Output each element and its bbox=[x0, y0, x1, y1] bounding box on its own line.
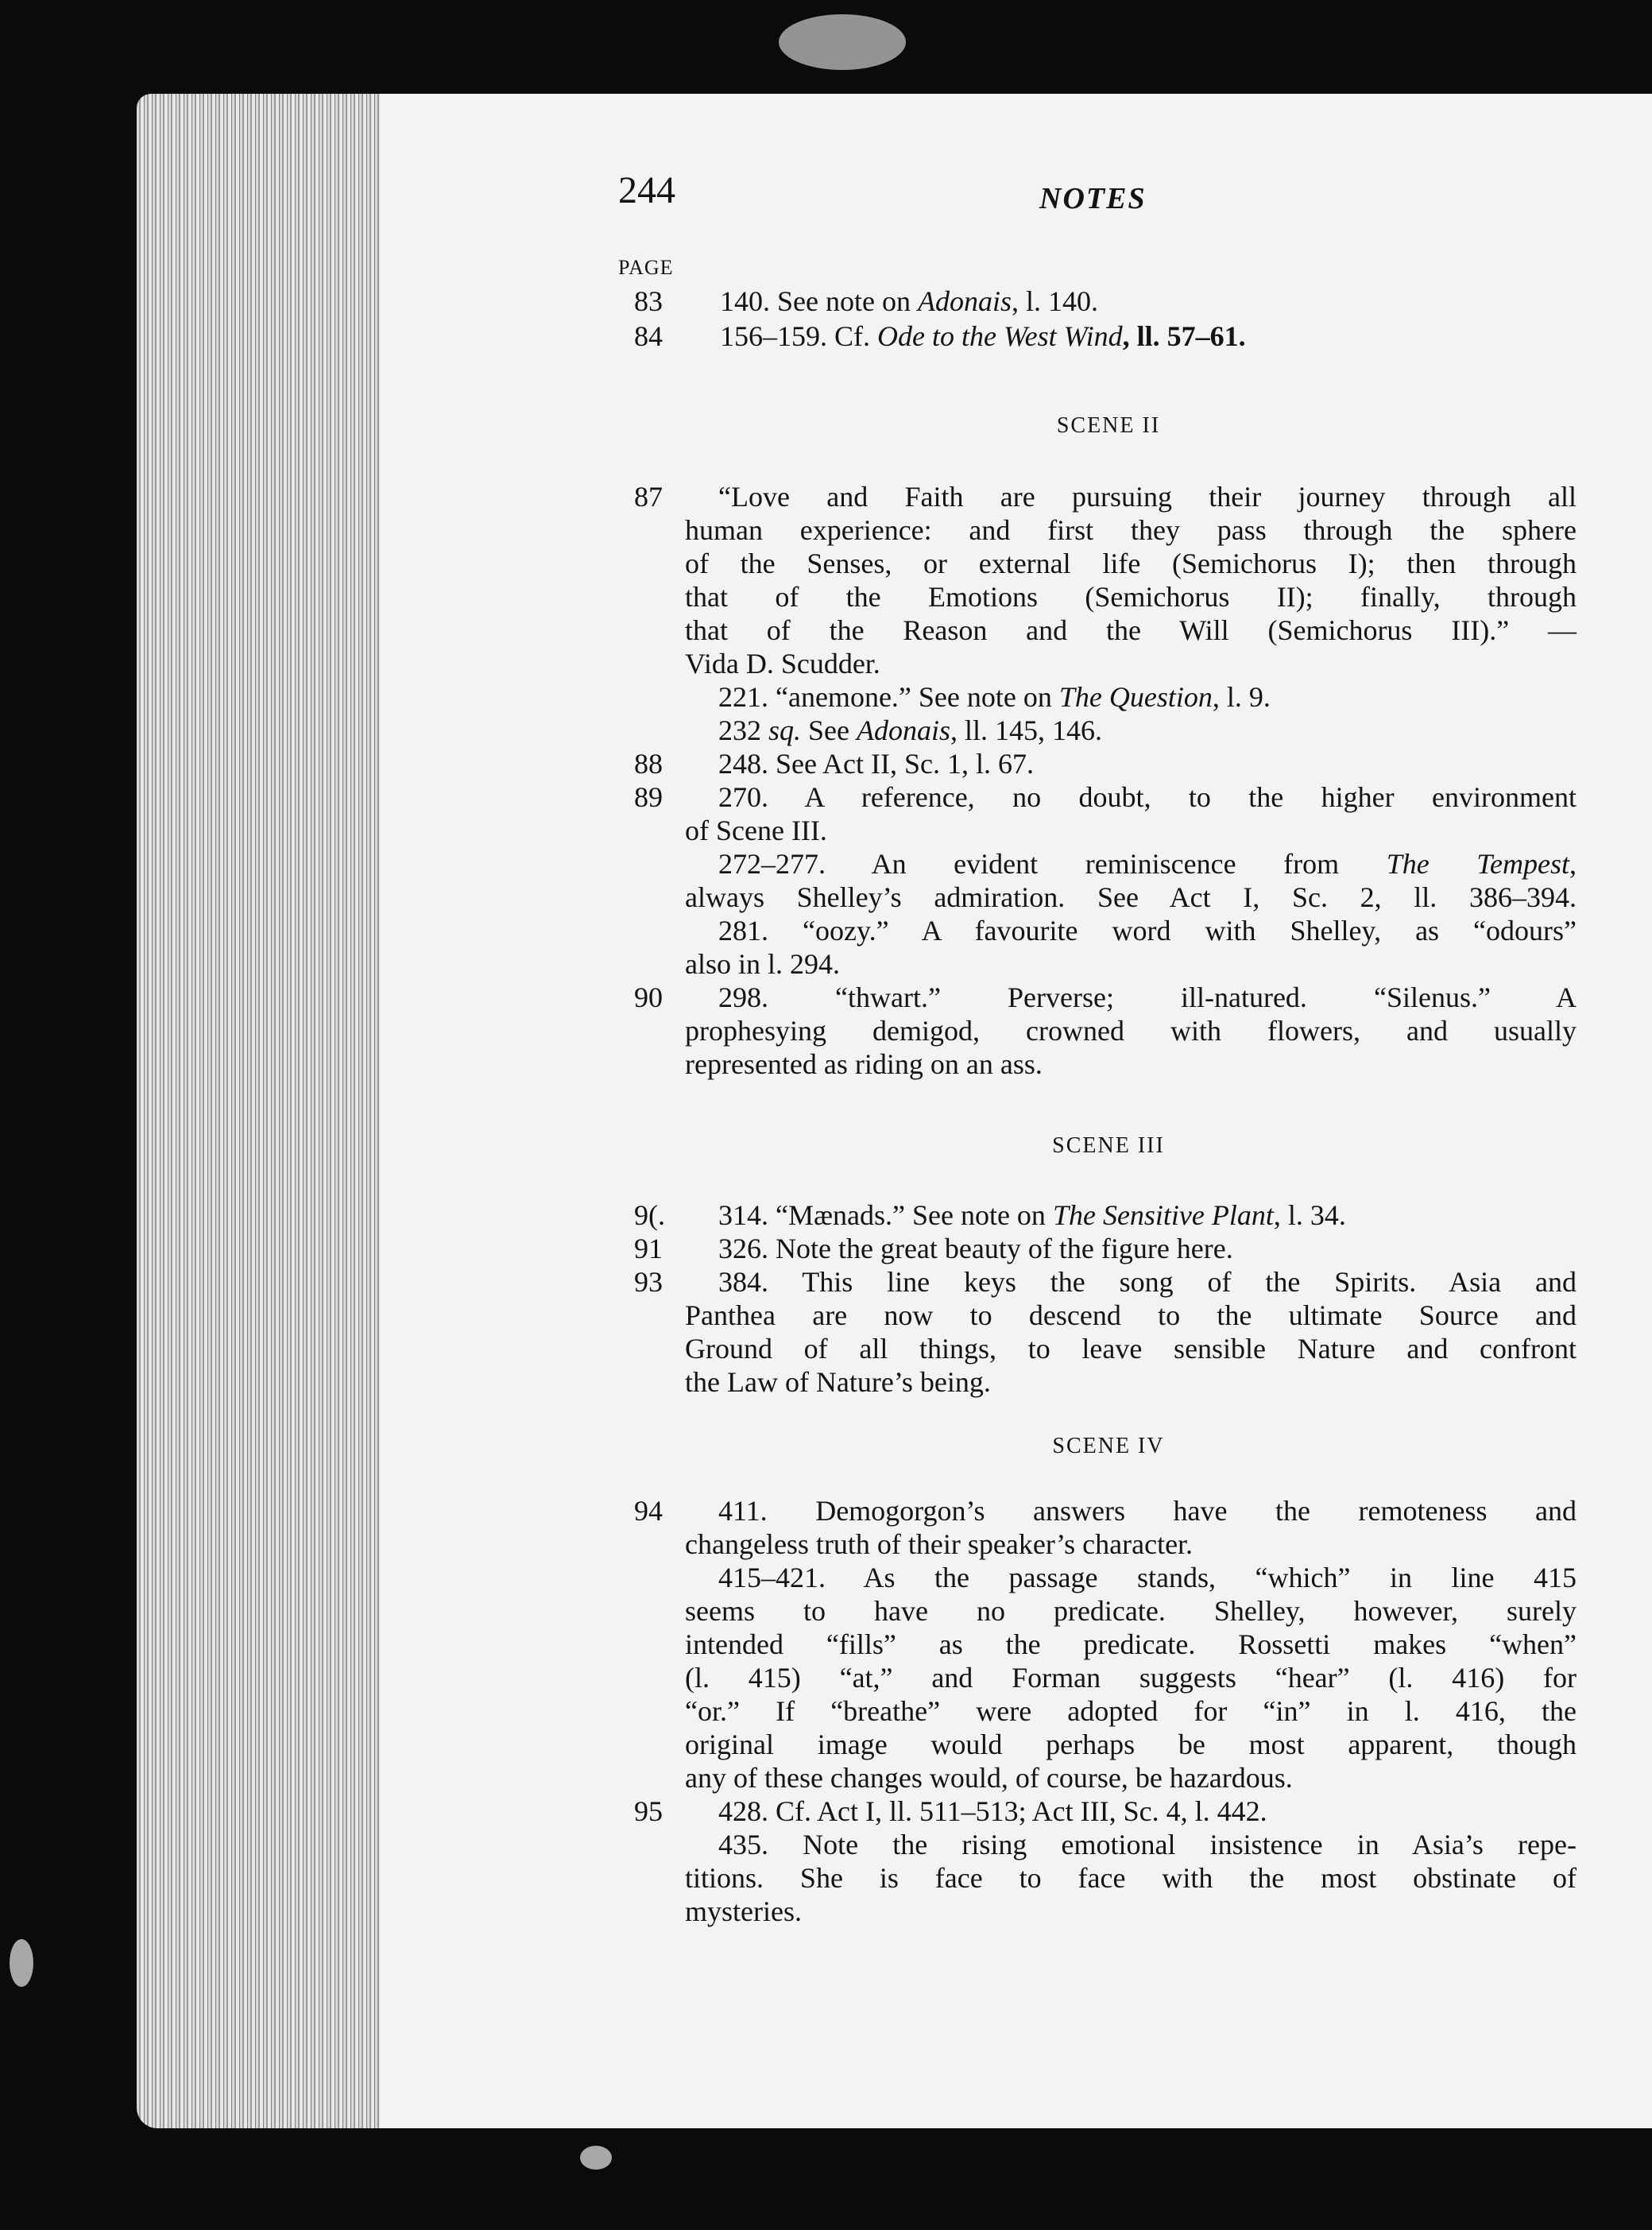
page-ref: 94 bbox=[634, 1495, 663, 1527]
page-ref: 84 bbox=[634, 320, 663, 352]
page-number: 244 bbox=[618, 169, 675, 211]
note-line: (l. 415) “at,” and Forman suggests “hear” (l. 416) for bbox=[685, 1662, 1577, 1694]
note-line: 298. “thwart.” Perverse; ill-natured. “Silenus.” A bbox=[718, 981, 1577, 1013]
note-line: that of the Reason and the Will (Semichorus III).” — bbox=[685, 614, 1577, 646]
note-line: of Scene III. bbox=[685, 815, 827, 846]
note-line: prophesying demigod, crowned with flowers, and usually bbox=[685, 1015, 1577, 1047]
note-line: 248. See Act II, Sc. 1, l. 67. bbox=[718, 748, 1034, 780]
note-line: Panthea are now to descend to the ultimate Source and bbox=[685, 1299, 1577, 1331]
book-page-edges bbox=[137, 94, 399, 2128]
note-line: 272–277. An evident reminiscence from The Tempest, bbox=[718, 848, 1577, 880]
note-line: “or.” If “breathe” were adopted for “in” in l. 416, the bbox=[685, 1695, 1577, 1727]
page-ref: 87 bbox=[634, 481, 663, 513]
note-line: the Law of Nature’s being. bbox=[685, 1366, 991, 1398]
note-line: represented as riding on an ass. bbox=[685, 1048, 1043, 1080]
note-line: 415–421. As the passage stands, “which” in line 415 bbox=[718, 1562, 1577, 1593]
note-line: 140. See note on Adonais, l. 140. bbox=[720, 285, 1098, 317]
page-ref: 88 bbox=[634, 748, 663, 780]
note-line: 384. This line keys the song of the Spirits. Asia and bbox=[718, 1266, 1577, 1298]
note-line: 281. “oozy.” A favourite word with Shelley, as “odours” bbox=[718, 915, 1577, 947]
note-line: seems to have no predicate. Shelley, however, surely bbox=[685, 1595, 1577, 1627]
note-line: any of these changes would, of course, be hazardous. bbox=[685, 1762, 1293, 1794]
page-ref: 91 bbox=[634, 1233, 663, 1264]
note-line: mysteries. bbox=[685, 1895, 802, 1927]
note-line: 270. A reference, no doubt, to the higher environment bbox=[718, 781, 1577, 813]
note-line: changeless truth of their speaker’s character. bbox=[685, 1528, 1194, 1560]
running-title: NOTES bbox=[1039, 182, 1147, 215]
page-ref: 89 bbox=[634, 781, 663, 813]
page-ref: 83 bbox=[634, 285, 663, 317]
note-line: 232 sq. See Adonais, ll. 145, 146. bbox=[718, 714, 1103, 746]
scene-heading: SCENE III bbox=[1052, 1133, 1165, 1158]
dust-speck bbox=[10, 1939, 33, 1987]
page-ref: 90 bbox=[634, 981, 663, 1013]
note-line: human experience: and first they pass through the sphere bbox=[685, 514, 1577, 546]
note-line: 314. “Mænads.” See note on The Sensitive Plant, l. 34. bbox=[718, 1199, 1346, 1231]
page-ref: 95 bbox=[634, 1795, 663, 1827]
note-line: Vida D. Scudder. bbox=[685, 648, 880, 679]
note-line: that of the Emotions (Semichorus II); finally, through bbox=[685, 581, 1577, 613]
note-line: always Shelley’s admiration. See Act I, Sc. 2, ll. 386–394. bbox=[685, 881, 1577, 913]
note-line: 435. Note the rising emotional insistence in Asia’s repe- bbox=[718, 1829, 1577, 1860]
scene-heading: SCENE II bbox=[1056, 413, 1161, 438]
note-line: 428. Cf. Act I, ll. 511–513; Act III, Sc. 4, l. 442. bbox=[718, 1795, 1267, 1827]
note-line: intended “fills” as the predicate. Rossetti makes “when” bbox=[685, 1628, 1577, 1660]
note-line: original image would perhaps be most apparent, though bbox=[685, 1729, 1577, 1760]
scene-heading: SCENE IV bbox=[1052, 1434, 1165, 1458]
note-line: Ground of all things, to leave sensible Nature and confront bbox=[685, 1333, 1577, 1365]
note-line: also in l. 294. bbox=[685, 948, 840, 980]
page-ref: 9(. bbox=[634, 1199, 665, 1231]
dust-speck bbox=[779, 14, 906, 70]
page-column-label: PAGE bbox=[618, 256, 674, 279]
note-line: 326. Note the great beauty of the figure here. bbox=[718, 1233, 1233, 1264]
note-line: “Love and Faith are pursuing their journey through all bbox=[718, 481, 1577, 513]
note-line: 156–159. Cf. Ode to the West Wind, ll. 57–61. bbox=[720, 320, 1246, 352]
note-line: titions. She is face to face with the most obstinate of bbox=[685, 1862, 1577, 1894]
dust-speck bbox=[580, 2146, 612, 2170]
page-ref: 93 bbox=[634, 1266, 663, 1298]
note-line: 411. Demogorgon’s answers have the remoteness and bbox=[718, 1495, 1577, 1527]
note-line: 221. “anemone.” See note on The Question, l. 9. bbox=[718, 681, 1271, 713]
note-line: of the Senses, or external life (Semichorus I); then through bbox=[685, 548, 1577, 579]
